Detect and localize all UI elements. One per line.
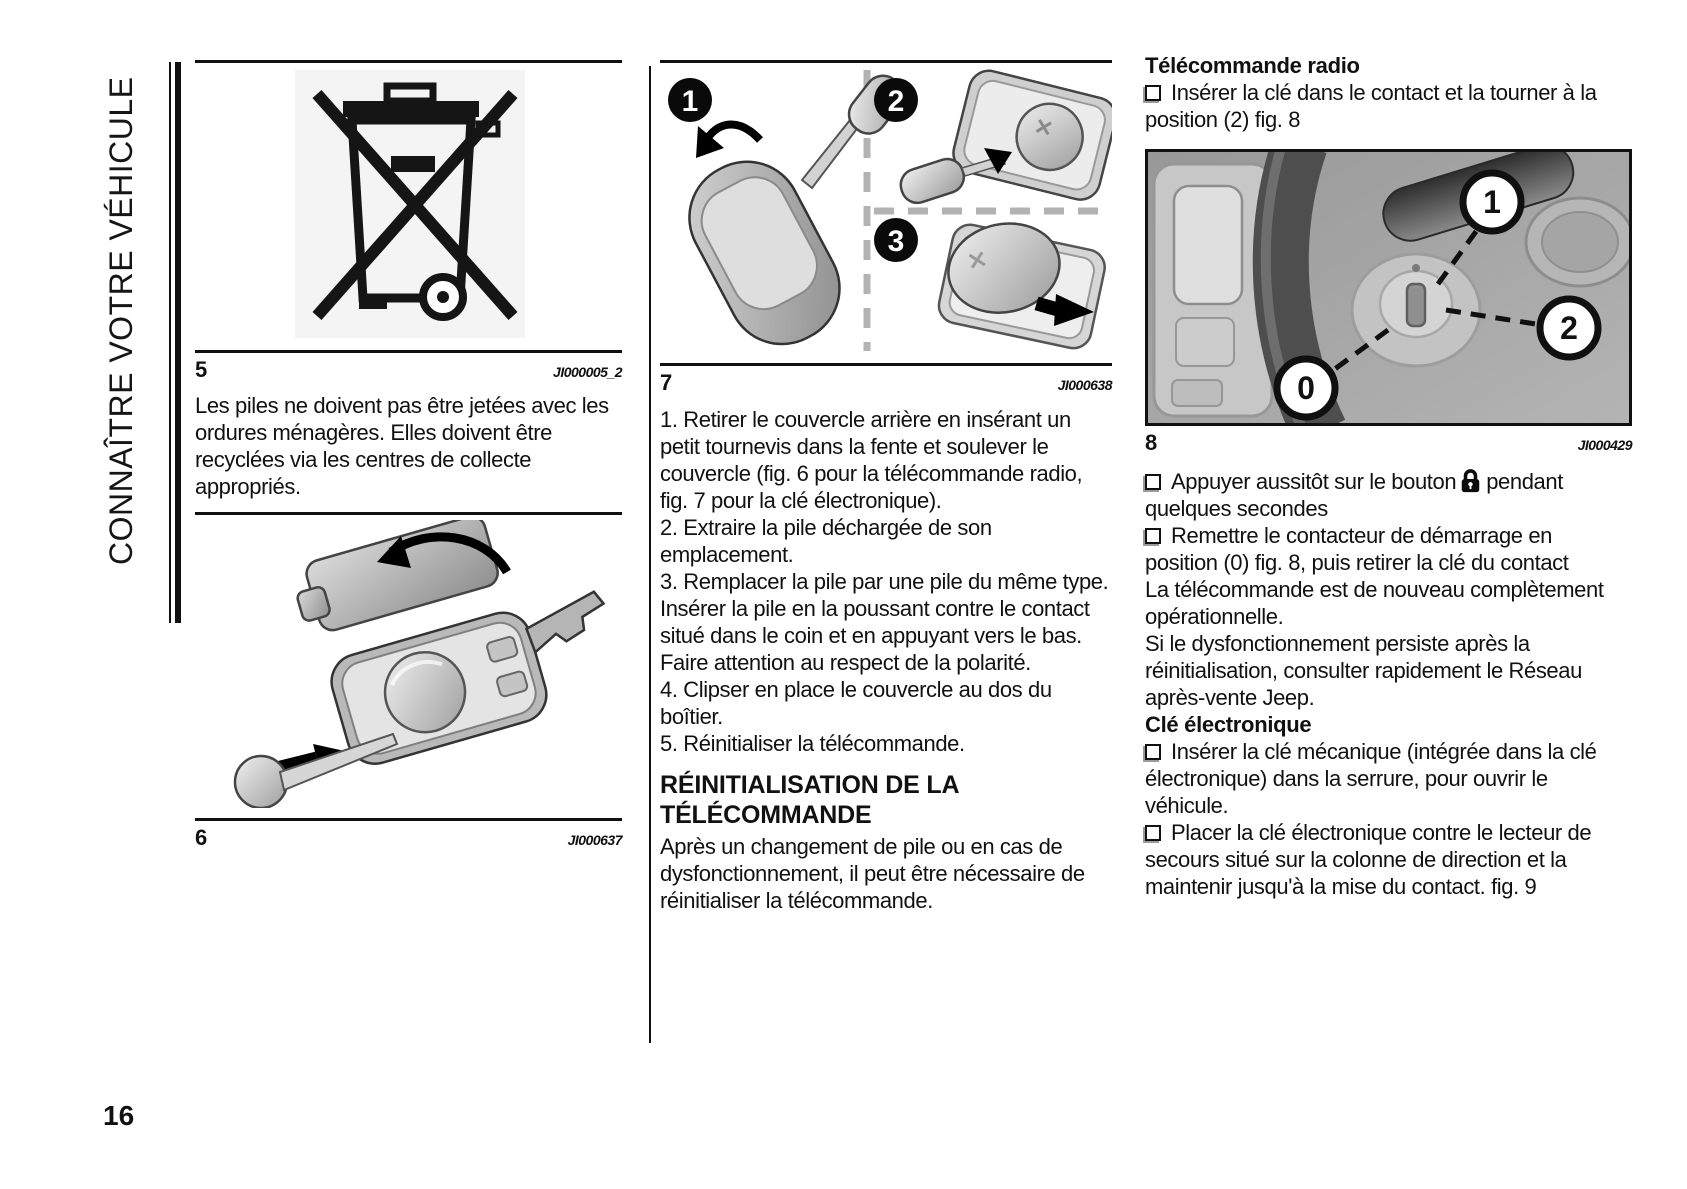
figure-5-number: 5 — [195, 357, 208, 382]
crossed-out-wheeled-bin-icon — [195, 68, 622, 340]
key-fob-battery-replacement-illustration — [195, 520, 622, 808]
figure-6-number: 6 — [195, 825, 208, 850]
bullet-return-ignition: Remettre le contacteur de démarrage en position (0) fig. 8, puis retirer la clé du contact — [1145, 523, 1569, 575]
chapter-rule-thick — [175, 62, 181, 623]
ignition-switch-photo — [1148, 152, 1629, 423]
battery-replacement-steps — [660, 406, 1112, 757]
bullet-insert-key: Insérer la clé dans le contact et la tourner à la position (2) fig. 8 — [1145, 80, 1597, 132]
figure-7 — [660, 60, 1112, 366]
middle-column — [660, 60, 1112, 914]
figure-8-callout-1: 1 — [1483, 184, 1501, 220]
left-column — [195, 60, 622, 851]
bullet-insert-mechanical-key: Insérer la clé mécanique (intégrée dans la clé électronique) dans la serrure, pour ouvrir le véhicule. — [1145, 739, 1597, 818]
figure-7-badge-1: 1 — [681, 85, 699, 118]
figure-7-number: 7 — [660, 370, 673, 395]
battery-disposal-paragraph: Les piles ne doivent pas être jetées avec les ordures ménagères. Elles doivent être recyclées via les centres de collecte appropriés. — [195, 393, 609, 499]
bullet-place-electronic-key: Placer la clé électronique contre le lecteur de secours situé sur la colonne de direction et la maintenir jusqu'à la mise du contact. fig. 9 — [1145, 820, 1592, 899]
electronic-key-battery-replacement-illustration — [660, 68, 1112, 353]
reset-intro-paragraph: Après un changement de pile ou en cas de dysfonctionnement, il peut être nécessaire de réinitialiser la télécommande. — [660, 834, 1085, 913]
instruction-step: 4. Clipser en place le couvercle au dos du boîtier. — [660, 677, 1052, 729]
bullet-press-lock-button: Appuyer aussitôt sur le bouton pendant quelques secondes — [1145, 469, 1563, 521]
figure-7-badge-3: 3 — [887, 225, 905, 258]
instruction-step: 2. Extraire la pile déchargée de son emplacement. — [660, 515, 992, 567]
lock-icon — [1460, 468, 1481, 493]
figure-7-code: JI000638 — [1057, 377, 1112, 393]
figure-8-code: JI000429 — [1577, 437, 1632, 453]
square-bullet-icon — [1145, 825, 1161, 841]
paragraph-persist: Si le dysfonctionnement persiste après la réinitialisation, consulter rapidement le Réseau après-vente Jeep. — [1145, 631, 1582, 710]
section-heading-reset: RÉINITIALISATION DE LA TÉLÉCOMMANDE — [660, 771, 959, 829]
paragraph-operational: La télécommande est de nouveau complètement opérationnelle. — [1145, 577, 1604, 629]
figure-8-number: 8 — [1145, 430, 1158, 455]
figure-8-callout-2: 2 — [1560, 310, 1578, 346]
page-number: 16 — [103, 1100, 135, 1131]
figure-6-caption — [195, 821, 622, 851]
figure-8-callout-0: 0 — [1297, 370, 1315, 406]
instruction-step: 1. Retirer le couvercle arrière en insérant un petit tournevis dans la fente et soulever le couvercle (fig. 6 pour la télécommande radio, fig. 7 pour la clé électronique). — [660, 407, 1083, 513]
chapter-rule-thin — [169, 62, 171, 623]
square-bullet-icon — [1145, 744, 1161, 760]
chapter-vertical-title: CONNAÎTRE VOTRE VÉHICULE — [103, 76, 139, 565]
subheading-electronic-key: Clé électronique — [1145, 712, 1312, 737]
subheading-radio-remote: Télécommande radio — [1145, 53, 1360, 78]
figure-8-caption — [1145, 426, 1632, 456]
figure-5-caption — [195, 353, 622, 383]
figure-6 — [195, 512, 622, 821]
figure-6-code: JI000637 — [567, 832, 622, 848]
figure-7-caption — [660, 366, 1112, 396]
instruction-step: 5. Réinitialiser la télécommande. — [660, 731, 965, 756]
radio-remote-reset-steps — [1145, 468, 1632, 900]
square-bullet-icon — [1145, 528, 1161, 544]
right-column — [1145, 52, 1632, 900]
column-divider — [649, 66, 651, 1043]
figure-7-badge-2: 2 — [887, 85, 905, 118]
figure-8 — [1145, 149, 1632, 426]
square-bullet-icon — [1145, 474, 1161, 490]
instruction-step: 3. Remplacer la pile par une pile du même type. Insérer la pile en la poussant contre le contact situé dans le coin et en appuyant vers le bas. Faire attention au respect de la polarité. — [660, 569, 1109, 675]
figure-5-code: JI000005_2 — [553, 364, 622, 380]
figure-5 — [195, 60, 622, 353]
square-bullet-icon — [1145, 85, 1161, 101]
